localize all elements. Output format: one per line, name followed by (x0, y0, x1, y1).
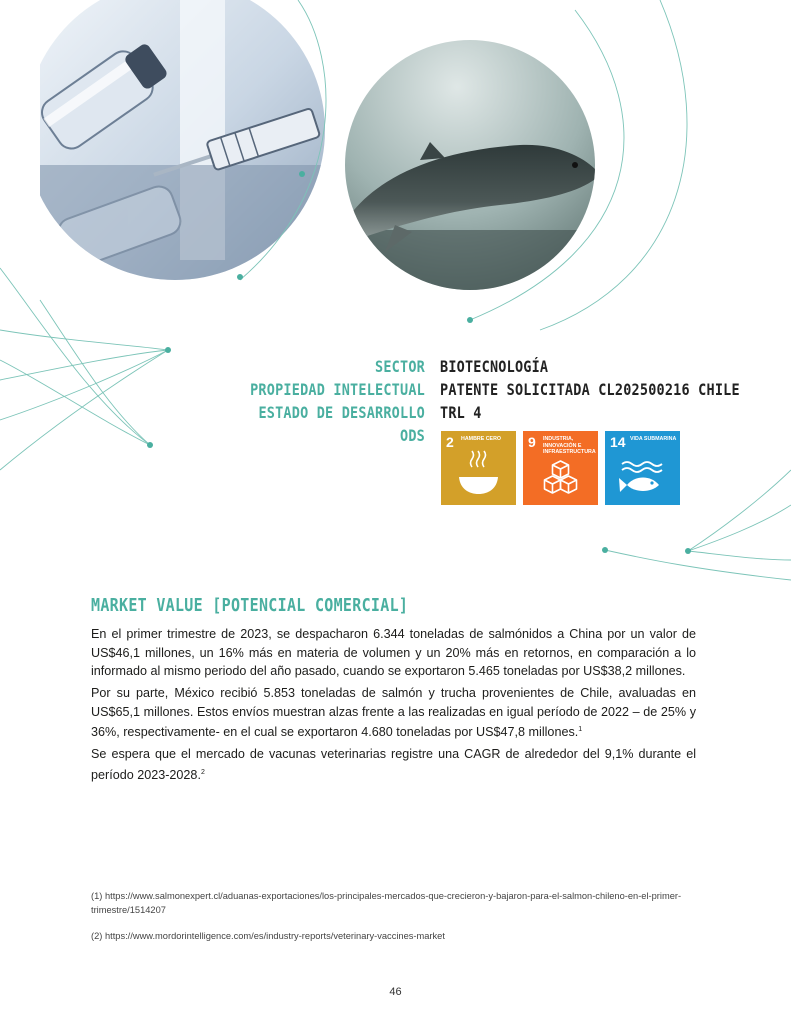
salmon-image (338, 35, 600, 300)
footnote-2: (2) https://www.mordorintelligence.com/es/industry-reports/veterinary-vaccines-market (91, 931, 445, 941)
ods-tile-2 (441, 431, 516, 505)
vaccine-syringe-image (37, 0, 340, 300)
ods-label: ODS (400, 427, 425, 446)
fish-waves-icon (605, 431, 680, 505)
ods-tile-9-title: INDUSTRIA, INNOVACIÓN E INFRAESTRUCTURA (543, 436, 596, 455)
sector-label: SECTOR (375, 358, 425, 377)
footnote-ref-1: 1 (578, 726, 583, 733)
page-number: 46 (389, 986, 402, 998)
market-paragraph-3 (91, 745, 696, 784)
market-paragraph-1: En el primer trimestre de 2023, se despacharon 6.344 toneladas de salmónidos a China por un valor de US$46,1 millones, un 16% más en materia de volumen y un 20% más en retornos, en comparación a lo informado al mismo periodo del año pasado, cuando se exportaron 5.465 toneladas por US$38,2 millones. (91, 627, 696, 678)
market-value-title: MARKET VALUE [POTENCIAL COMERCIAL] (91, 594, 409, 616)
ods-tile-14 (605, 431, 680, 505)
market-paragraph-3-text: Se espera que el mercado de vacunas veterinarias registre una CAGR de alrededor del 9,1% durante el período 2023-2028. (91, 747, 696, 782)
ods-tile-9 (523, 431, 598, 505)
ods-tile-2-title: HAMBRE CERO (461, 436, 502, 442)
sector-value: BIOTECNOLOGÍA (440, 358, 549, 377)
stage-value: TRL 4 (440, 404, 482, 423)
food-bowl-icon (441, 431, 516, 505)
market-paragraph-2 (91, 684, 696, 742)
ods-tile-14-number: 14 (610, 434, 626, 450)
stage-label: ESTADO DE DESARROLLO (258, 404, 425, 423)
cubes-icon (523, 431, 598, 505)
ip-value: PATENTE SOLICITADA CL202500216 CHILE (440, 381, 740, 400)
market-paragraph-2-text: Por su parte, México recibió 5.853 toneladas de salmón y trucha provenientes de Chile, avaluadas en US$65,1 millones. Estos envíos muestran alzas frente a las realizadas en igual período de 2022 – de 25% y 36%, respectivamente- en el cual se exportaron 4.680 toneladas por US$47,8 millones. (91, 686, 696, 740)
ip-label: PROPIEDAD INTELECTUAL (250, 381, 425, 400)
ods-tile-2-number: 2 (446, 434, 454, 450)
footnote-ref-2: 2 (200, 768, 205, 776)
footnote-1: (1) https://www.salmonexpert.cl/aduanas-exportaciones/los-principales-mercados-que-crecieron-y-bajaron-para-el-salmon-chileno-en-el-primer-trimestre/1514207 (91, 891, 682, 915)
ods-tile-9-number: 9 (528, 434, 536, 450)
ods-tile-14-title: VIDA SUBMARINA (630, 436, 677, 442)
